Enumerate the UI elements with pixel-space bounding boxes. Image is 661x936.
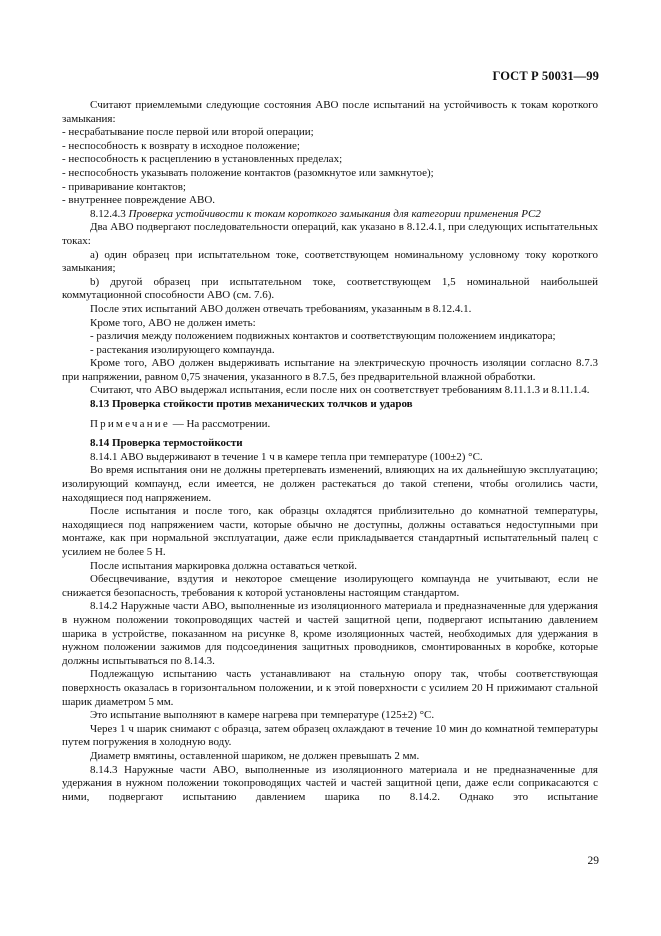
paragraph: 8.14.3 Наружные части АВО, выполненные из изоляционного материала и не предназначенные для удержания в нужном положении токопроводящих частей и частей защитной цепи, даже если соприкасаются с ними, подвергают испытанию давлением шарика по 8.14.2. Однако это испытание bbox=[62, 763, 598, 803]
paragraph: - различия между положением подвижных контактов и соответствующим положением индикатора; bbox=[90, 330, 556, 343]
list-item: - неспособность указывать положение контактов (разомкнутое или замкнутое); bbox=[62, 166, 434, 179]
subsection-number: 8.12.4.3 bbox=[90, 207, 126, 220]
paragraph: Через 1 ч шарик снимают с образца, затем образец охлаждают в течение 10 мин до комнатной температуры путем погружения в холодную воду. bbox=[62, 722, 598, 749]
paragraph: Во время испытания они не должны претерпевать изменений, влияющих на их дальнейшую эксплуатацию; изолирующий компаунд, если имеется, не должен растекаться до такой степени, чтобы оголились части, находящиеся под напряжением. bbox=[62, 464, 598, 504]
note bbox=[62, 418, 598, 432]
page-number: 29 bbox=[587, 855, 599, 867]
subsection-title: Проверка устойчивости к токам короткого замыкания для категории применения РС2 bbox=[128, 207, 541, 220]
paragraph: Считают, что АВО выдержал испытания, если после них он соответствует требованиям 8.11.1.3 и 8.11.1.4. bbox=[90, 384, 590, 397]
paragraph: Обесцвечивание, вздутия и некоторое смещение изолирующего компаунда не учитывают, если не снижается безопасность, требования к которой установлены настоящим стандартом. bbox=[62, 573, 598, 599]
paragraph: b) другой образец при испытательном токе, соответствующем 1,5 номинальной наибольшей коммутационной способности АВО (см. 7.6). bbox=[62, 275, 598, 302]
list-item: - неспособность к возврату в исходное положение; bbox=[62, 139, 300, 152]
paragraph: Два АВО подвергают последовательности операций, как указано в 8.12.4.1, при следующих испытательных токах: bbox=[62, 221, 598, 247]
list-item: - неспособность к расцеплению в установленных пределах; bbox=[62, 153, 343, 166]
paragraph: После испытания и после того, как образцы охладятся приблизительно до комнатной температуры, находящиеся под напряжением части, которые обычно не доступны, должны оставаться недоступными при монтаже, как при нормальной эксплуатации, даже если прикладывается стандартный испытательный палец с усилием не более 5 Н. bbox=[62, 505, 598, 558]
paragraph: Кроме того, АВО должен выдерживать испытание на электрическую прочность изоляции согласно 8.7.3 при напряжении, равном 0,75 значения, указанного в 8.7.5, без предварительной влажной обработки. bbox=[62, 357, 598, 383]
list-item: - несрабатывание после первой или второй операции; bbox=[62, 126, 314, 139]
paragraph: 8.14.1 АВО выдерживают в течение 1 ч в камере тепла при температуре (100±2) °С. bbox=[90, 450, 483, 463]
page-body bbox=[62, 99, 598, 804]
subsection-heading bbox=[62, 208, 598, 222]
list-item: - приваривание контактов; bbox=[62, 180, 186, 193]
section-heading: 8.14 Проверка термостойкости bbox=[90, 437, 243, 450]
section-heading: 8.13 Проверка стойкости против механических толчков и ударов bbox=[90, 398, 413, 411]
paragraph: Диаметр вмятины, оставленной шариком, не должен превышать 2 мм. bbox=[90, 749, 420, 762]
paragraph: После испытания маркировка должна оставаться четкой. bbox=[90, 559, 358, 572]
paragraph: После этих испытаний АВО должен отвечать требованиям, указанным в 8.12.4.1. bbox=[90, 302, 472, 315]
paragraph: Кроме того, АВО не должен иметь: bbox=[90, 316, 256, 329]
paragraph: Это испытание выполняют в камере нагрева при температуре (125±2) °С. bbox=[90, 709, 435, 722]
list-item: - внутреннее повреждение АВО. bbox=[62, 194, 216, 207]
paragraph: а) один образец при испытательном токе, соответствующем номинальному условному току короткого замыкания; bbox=[62, 248, 598, 275]
paragraph: - растекания изолирующего компаунда. bbox=[90, 343, 275, 356]
note-label: Примечание bbox=[90, 417, 170, 430]
standard-header: ГОСТ Р 50031—99 bbox=[492, 69, 599, 83]
paragraph: 8.14.2 Наружные части АВО, выполненные из изоляционного материала и предназначенные для удержания в нужном положении токопроводящих частей и частей защитной цепи, подвергают испытанию давлением шарика в устройстве, показанном на рисунке 8, кроме изоляционных частей, необходимых для удержания в нужном положении зажимов для подсоединения защитных проводников, смонтированных в коробке, которые должны испытываться по 8.14.3. bbox=[62, 600, 598, 667]
paragraph: Подлежащую испытанию часть устанавливают на стальную опору так, чтобы соответствующая поверхность оказалась в горизонтальном положении, и к этой поверхности с усилием 20 Н прижимают стальной шарик диаметром 5 мм. bbox=[62, 668, 598, 708]
note-text: — На рассмотрении. bbox=[169, 417, 271, 430]
paragraph: Считают приемлемыми следующие состояния АВО после испытаний на устойчивость к токам короткого замыкания: bbox=[62, 99, 598, 125]
